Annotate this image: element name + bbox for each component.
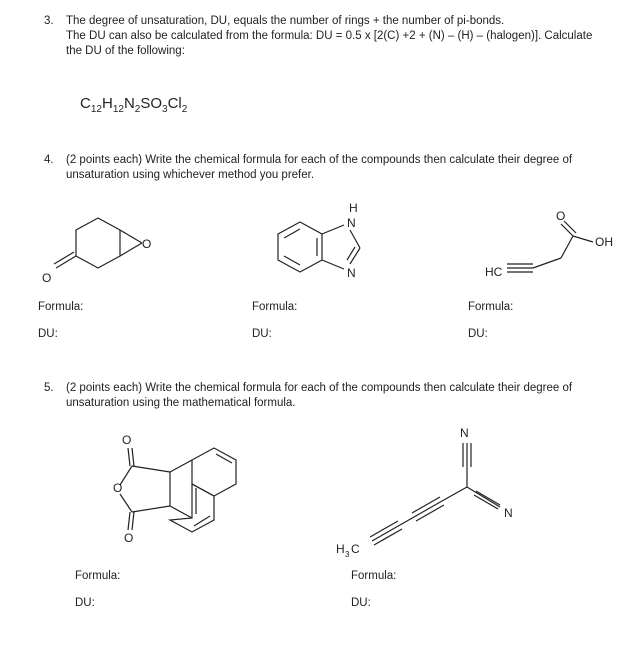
naph-double-3 <box>194 516 210 526</box>
bottom-c-o <box>120 494 132 512</box>
question-3-line-1: The degree of unsaturation, DU, equals the number of rings + the number of pi-bonds. <box>66 15 505 27</box>
imidazole-bond-1 <box>322 225 344 234</box>
ring-top-link <box>170 460 192 472</box>
structure-butynoic-acid <box>485 206 625 286</box>
ch-to-nitrile-right <box>467 487 500 507</box>
bottom-carbonyl-2 <box>132 512 134 530</box>
molecular-formula: $C_{12}H_{12}N_2SO_3Cl_2$ <box>80 95 188 115</box>
top-carbonyl-1 <box>128 448 130 466</box>
anhydride-o-top: O <box>122 433 132 447</box>
alkyne-hc: HC <box>485 265 503 279</box>
epoxide-oxygen: O <box>142 237 152 251</box>
question-5-line-2: unsaturation using the mathematical formula. <box>66 397 296 409</box>
nitrile-n-top: N <box>460 426 469 440</box>
epoxide-bond-top <box>120 230 142 243</box>
imidazole-h: H <box>349 201 358 215</box>
question-5-number: 5. <box>44 382 54 394</box>
imidazole-bond-4 <box>350 248 360 264</box>
q4-formula-label-3: Formula: <box>468 301 514 313</box>
q5-formula-label-1: Formula: <box>75 570 121 582</box>
question-3-line-3: the DU of the following: <box>66 45 185 57</box>
q4-du-label-2: DU: <box>252 328 272 340</box>
imidazole-n-top: N <box>347 216 356 230</box>
q5-formula-label-2: Formula: <box>351 570 397 582</box>
bottom-c-to-ring <box>132 506 170 512</box>
methyl-3: 3 <box>345 550 350 559</box>
anhydride-o-bottom: O <box>124 531 134 545</box>
q4-du-label-3: DU: <box>468 328 488 340</box>
anhydride-o-ring: O <box>113 481 123 495</box>
bottom-carbonyl-1 <box>128 512 130 530</box>
question-4-line-1: (2 points each) Write the chemical formula for each of the compounds then calculate their degree of <box>66 154 573 166</box>
benzene-double-2 <box>284 256 300 265</box>
ketone-bond <box>56 256 76 268</box>
ring-bottom-link <box>170 506 192 518</box>
question-5-line-1: (2 points each) Write the chemical formula for each of the compounds then calculate their degree of <box>66 382 573 394</box>
q4-formula-label-2: Formula: <box>252 301 298 313</box>
alkyne-link <box>400 517 414 525</box>
q5-du-label-1: DU: <box>75 597 95 609</box>
imidazole-n-bottom: N <box>347 266 356 280</box>
naphthalene-ring-2 <box>170 484 214 532</box>
ketone-oxygen: O <box>42 271 52 285</box>
c-oh-bond <box>573 236 593 242</box>
q5-du-label-2: DU: <box>351 597 371 609</box>
benzene-double-1 <box>284 229 300 238</box>
nitrile-n-right: N <box>504 506 513 520</box>
question-5 <box>44 381 572 411</box>
question-3-line-2: The DU can also be calculated from the formula: DU = 0.5 x [2(C) +2 + (N) – (H) – (halogen)]. Calculate <box>66 30 593 42</box>
q4-formula-label-1: Formula: <box>38 301 84 313</box>
question-4-line-2: unsaturation using whichever method you prefer. <box>66 169 315 181</box>
ch-to-alkyne <box>442 487 467 501</box>
co-double-1 <box>561 224 573 236</box>
question-4-number: 4. <box>44 154 54 166</box>
imidazole-bond-3 <box>350 230 360 248</box>
question-4 <box>44 153 572 183</box>
question-3-number: 3. <box>44 15 54 27</box>
acid-oh: OH <box>595 235 613 249</box>
methyl-c: C <box>351 542 360 556</box>
structure-epoxy-cyclohexanone <box>38 210 168 290</box>
imidazole-bond-2 <box>322 260 344 269</box>
top-carbonyl-2 <box>132 448 134 466</box>
ch2-bond <box>533 258 561 268</box>
epoxide-bond-bottom <box>120 243 142 256</box>
question-3 <box>44 14 592 59</box>
top-c-to-ring <box>132 466 170 472</box>
structure-benzimidazole <box>270 198 380 288</box>
co-double-2 <box>564 221 576 233</box>
ketone-bond-2 <box>54 252 74 264</box>
structure-acenaphthene-anhydride <box>108 430 258 550</box>
naphthalene-ring-1 <box>192 448 236 496</box>
structure-dicyano-diyne <box>336 425 536 565</box>
methyl-h: H <box>336 542 345 556</box>
acid-carbonyl-oxygen: O <box>556 209 566 223</box>
naph-double-1 <box>216 454 232 463</box>
carbonyl-c-bond <box>561 236 573 258</box>
cyclohexane-ring <box>76 218 120 268</box>
q4-du-label-1: DU: <box>38 328 58 340</box>
